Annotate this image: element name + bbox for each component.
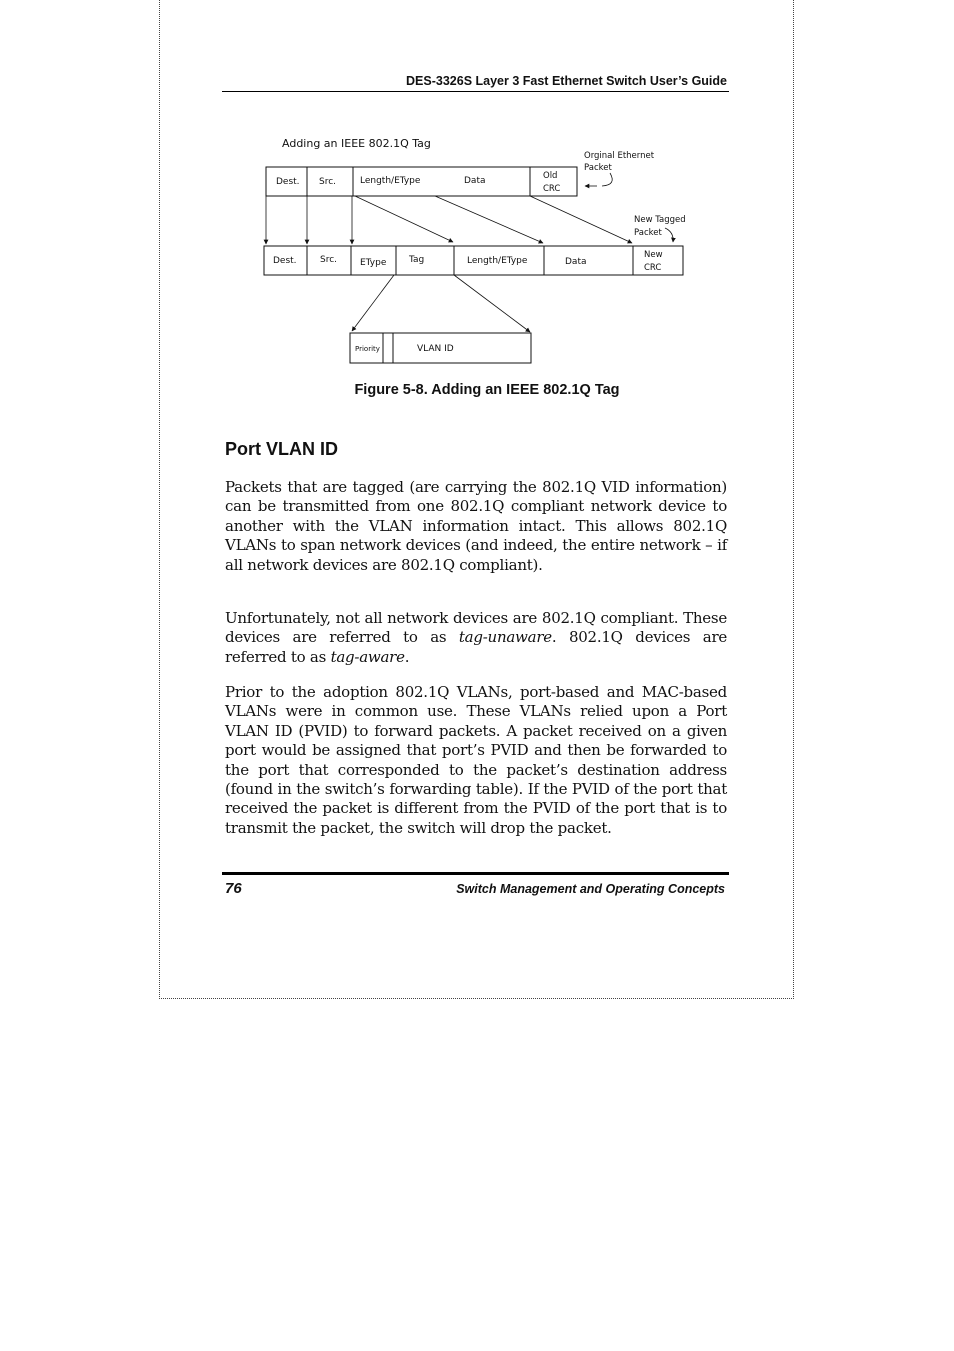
tagged-etype-field: EType — [360, 258, 387, 268]
tagged-tag-field: Tag — [409, 255, 425, 265]
original-packet-label-line2: Packet — [584, 163, 612, 173]
mapping-arrows — [266, 196, 632, 244]
tagged-crc-line2: CRC — [644, 263, 662, 273]
tagged-dest-field: Dest. — [273, 256, 297, 266]
tag-unaware-term: tag-unaware — [458, 628, 552, 647]
paragraph-1: Packets that are tagged (are carrying the 802.1Q VID information) can be transmitted from one 802.1Q compliant network device to another with the VLAN information intact. This allows 802.1Q VLANs to span network devices (and indeed, the entire network – if all network devices are 802.1Q compliant). — [225, 478, 727, 574]
tagged-packet-label-line1: New Tagged — [634, 215, 686, 225]
figure-caption: Figure 5-8. Adding an IEEE 802.1Q Tag — [354, 382, 620, 398]
tagged-packet — [264, 246, 683, 275]
tagged-src-field: Src. — [320, 255, 338, 265]
original-packet — [266, 167, 577, 196]
paragraph-3: Prior to the adoption 802.1Q VLANs, port-based and MAC-based VLANs were in common use. These VLANs relied upon a Port VLAN ID (PVID) to forward packets. A packet received on a given port would be assigned that port’s PVID and then be forwarded to the port that corresponded to the packet’s destination address (found in the switch’s forwarding table). If the PVID of the port that received the packet is different from the PVID of the port that is to transmit the packet, the switch will drop the packet. — [225, 683, 727, 837]
vlan-id-field: VLAN ID — [417, 344, 454, 354]
vlan-tag-diagram — [255, 128, 700, 373]
orig-crc-line1: Old — [543, 171, 558, 181]
orig-src-field: Src. — [319, 177, 337, 187]
footer-rule — [222, 872, 729, 875]
section-heading: Port VLAN ID — [225, 439, 339, 459]
priority-field: Priority — [355, 345, 380, 353]
original-packet-label-line1: Orginal Ethernet — [584, 151, 655, 161]
page-number: 76 — [225, 880, 242, 897]
tagged-length-etype-field: Length/EType — [467, 256, 528, 266]
paragraph-2-text-a: Unfortunately, not all network devices are 802.1Q compliant. These devices are referred to as — [225, 609, 727, 647]
orig-data-field: Data — [464, 176, 486, 186]
orig-crc-line2: CRC — [543, 184, 561, 194]
running-header: DES-3326S Layer 3 Fast Ethernet Switch User’s Guide — [406, 74, 727, 88]
tag-expansion-arrows — [352, 275, 530, 332]
tag-aware-term: tag-aware — [330, 647, 405, 666]
tagged-packet-label-line2: Packet — [634, 228, 662, 238]
paragraph-2 — [225, 609, 727, 667]
orig-length-etype-field: Length/EType — [360, 176, 421, 186]
header-rule — [222, 91, 729, 92]
tagged-data-field: Data — [565, 257, 587, 267]
tag-detail — [350, 333, 531, 363]
diagram-title: Adding an IEEE 802.1Q Tag — [282, 137, 431, 150]
paragraph-2-text-b: . 802.1Q devices are referred to as — [225, 628, 727, 666]
tagged-crc-line1: New — [644, 250, 663, 260]
paragraph-2-text-c: . — [404, 647, 410, 666]
running-footer: Switch Management and Operating Concepts — [456, 882, 725, 896]
orig-dest-field: Dest. — [276, 177, 300, 187]
